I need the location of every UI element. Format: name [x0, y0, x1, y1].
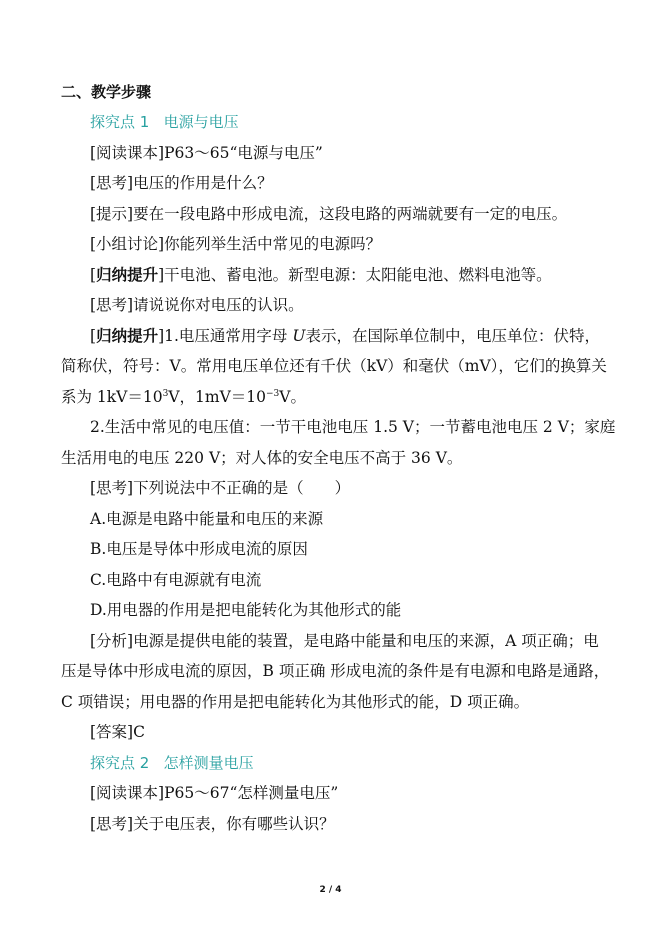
analysis-line-3: C 项错误；用电器的作用是把电能转化为其他形式的能，D 项正确。 — [61, 693, 530, 711]
tag-bracket: ] — [158, 266, 165, 284]
think-text: 请说说你对电压的认识。 — [133, 296, 304, 314]
analysis-line-1 — [90, 631, 620, 651]
option-b: B.电压是导体中形成电流的原因 — [90, 540, 308, 558]
read-tag: [阅读课本] — [90, 784, 165, 802]
group-tag: [小组讨论] — [90, 235, 165, 253]
think-text: 电压的作用是什么？ — [133, 174, 273, 192]
induct-text: 干电池、蓄电池。新型电源：太阳能电池、燃料电池等。 — [164, 266, 552, 284]
think-2 — [90, 295, 620, 315]
common-voltages-line-2: 生活用电的电压 220 V；对人体的安全电压不高于 36 V。 — [61, 449, 463, 467]
induct-2-line-2: 简称伏，符号：V。常用电压单位还有千伏（kV）和毫伏（mV），它们的换算关 — [61, 357, 607, 375]
think-text: 下列说法中不正确的是（ ） — [133, 479, 351, 497]
topic-2-title: 怎样测量电压 — [163, 754, 254, 772]
topic-1-title: 电源与电压 — [163, 113, 239, 131]
induct-2-line-3 — [61, 387, 591, 407]
think-text: 关于电压表，你有哪些认识？ — [133, 815, 335, 833]
tag-bracket: [ — [90, 327, 97, 345]
think-tag: [思考] — [90, 479, 134, 497]
induct-text: V。 — [279, 388, 306, 406]
hint-tag: [提示] — [90, 205, 134, 223]
think-tag: [思考] — [90, 174, 134, 192]
induct-text: V，1mV＝10 — [168, 388, 267, 406]
hint-1 — [90, 204, 620, 224]
hint-text: 要在一段电路中形成电流，这段电路的两端就要有一定的电压。 — [133, 205, 568, 223]
read-tag: [阅读课本] — [90, 144, 165, 162]
common-voltages-line-1: 2.生活中常见的电压值：一节干电池电压 1.5 V；一节蓄电池电压 2 V；家庭 — [90, 418, 616, 436]
read-textbook-2 — [90, 783, 620, 803]
option-c: C.电路中有电源就有电流 — [90, 571, 262, 589]
think-tag: [思考] — [90, 815, 134, 833]
read-textbook-1 — [90, 143, 620, 163]
tag-bracket: ] — [158, 327, 165, 345]
induct-1 — [90, 265, 620, 285]
exponent: −3 — [266, 388, 280, 399]
symbol-u: U — [292, 327, 306, 345]
induct-text: 系为 1kV＝10 — [61, 388, 163, 406]
analysis-tag: [分析] — [90, 632, 134, 650]
topic-2-label: 探究点 2 — [90, 754, 150, 772]
answer-tag: [答案] — [90, 723, 134, 741]
tag-bracket: [ — [90, 266, 97, 284]
think-4 — [90, 814, 620, 834]
answer-text: C — [133, 723, 145, 741]
induct-tag: 归纳提升 — [96, 326, 159, 345]
answer — [90, 722, 620, 742]
exponent: 3 — [162, 388, 169, 399]
option-d: D.用电器的作用是把电能转化为其他形式的能 — [90, 601, 402, 619]
group-text: 你能列举生活中常见的电源吗？ — [164, 235, 382, 253]
topic-2-heading — [90, 753, 620, 773]
analysis-line-2: 压是导体中形成电流的原因，B 项正确 形成电流的条件是有电源和电路是通路， — [61, 662, 610, 680]
topic-1-heading — [90, 112, 620, 132]
induct-tag: 归纳提升 — [96, 265, 159, 284]
think-tag: [思考] — [90, 296, 134, 314]
option-a: A.电源是电路中能量和电压的来源 — [90, 510, 324, 528]
page-number: 2 / 4 — [319, 885, 342, 895]
analysis-text: 电源是提供电能的装置，是电路中能量和电压的来源，A 项正确；电 — [133, 632, 599, 650]
group-discussion — [90, 234, 620, 254]
think-3 — [90, 478, 620, 498]
induct-text: 表示，在国际单位制中，电压单位：伏特， — [305, 327, 600, 345]
induct-text: 1.电压通常用字母 — [164, 327, 293, 345]
think-1 — [90, 173, 620, 193]
induct-2-line-1 — [90, 326, 620, 346]
read-text: P65～67“怎样测量电压” — [164, 784, 339, 802]
read-text: P63～65“电源与电压” — [164, 144, 323, 162]
topic-1-label: 探究点 1 — [90, 113, 150, 131]
section-title: 二、教学步骤 — [61, 83, 152, 101]
